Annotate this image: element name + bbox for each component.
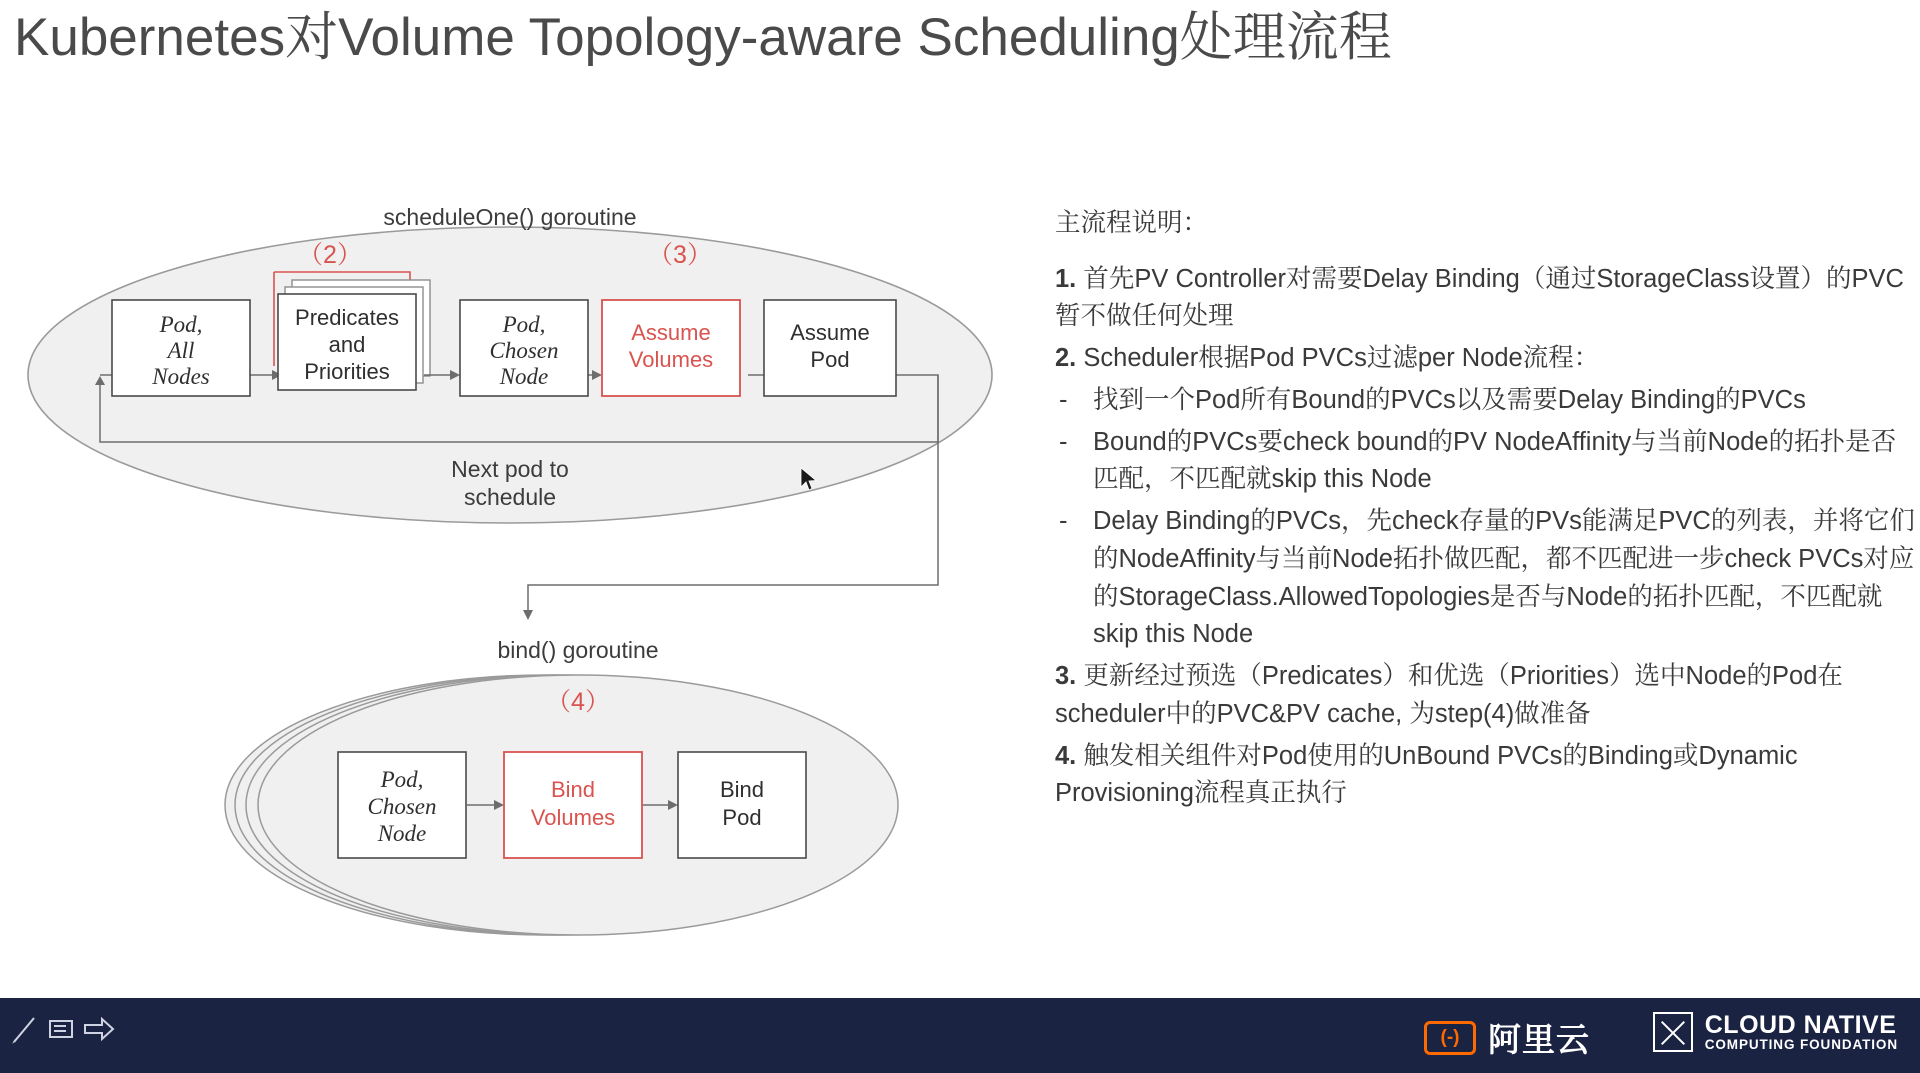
node-line: Volumes <box>628 347 714 372</box>
footer-bar <box>0 998 1920 1073</box>
bullet-dash: - <box>1059 507 1068 536</box>
explanation-item-4 <box>1055 738 1915 813</box>
node-line: Nodes <box>152 364 210 389</box>
cncf-line1: CLOUD NATIVE <box>1704 1011 1897 1039</box>
next-pod-label-line2: schedule <box>463 484 557 510</box>
node-line: Bind <box>719 777 765 802</box>
cncf-mark-icon <box>1653 1012 1693 1052</box>
alibaba-cloud-text: 阿里云 <box>1488 1021 1590 1058</box>
step-4-label: （4） <box>546 688 610 716</box>
cncf-logo <box>1653 1012 1898 1052</box>
node-line: Predicates <box>295 305 399 330</box>
explanation-item-3 <box>1055 658 1915 733</box>
item-number: 3. <box>1055 662 1077 691</box>
bullet-text: 找到一个Pod所有Bound的PVCs以及需要Delay Binding的PVCs <box>1093 385 1806 414</box>
cncf-text <box>1705 1012 1898 1052</box>
explanation-item-2 <box>1055 340 1915 378</box>
bind-goroutine-label: bind() goroutine <box>497 637 659 663</box>
node-line: Pod <box>722 805 762 830</box>
node-line: Bind <box>550 777 596 802</box>
node-line: Pod, <box>502 312 546 337</box>
node-line: Chosen <box>367 794 437 819</box>
node-pod-chosen-node <box>460 300 588 396</box>
node-bind-pod <box>678 752 806 858</box>
node-line: All <box>167 338 195 363</box>
item-text: 更新经过预选（Predicates）和优选（Priorities）选中Node的Pod在scheduler中的PVC&PV cache, 为step(4)做准备 <box>1055 662 1843 728</box>
explanation-bullet-3 <box>1055 503 1915 654</box>
schedule-to-bind-arrowhead <box>523 610 533 620</box>
node-pod-chosen-node-2 <box>338 752 466 858</box>
item-text: 首先PV Controller对需要Delay Binding（通过StorageClass设置）的PVC暂不做任何处理 <box>1055 264 1904 331</box>
node-line: Node <box>377 821 427 846</box>
note-icon[interactable] <box>46 1012 76 1046</box>
alibaba-cloud-logo <box>1424 1014 1590 1061</box>
schedule-one-label: scheduleOne() goroutine <box>383 204 637 230</box>
page-title: Kubernetes对Volume Topology-aware Scheduling处理流程 <box>14 8 1392 67</box>
alibaba-cloud-mark: (-) <box>1424 1021 1476 1055</box>
node-assume-volumes <box>602 300 740 396</box>
item-number: 2. <box>1055 344 1077 373</box>
flow-diagram <box>0 180 1040 980</box>
node-line: Assume <box>631 320 711 345</box>
item-text: 触发相关组件对Pod使用的UnBound PVCs的Binding或Dynamic Provisioning流程真正执行 <box>1055 741 1798 808</box>
item-text: Scheduler根据Pod PVCs过滤per Node流程： <box>1083 344 1600 373</box>
node-predicates-and-priorities <box>278 294 416 390</box>
node-line: Pod, <box>380 767 424 792</box>
node-line: Pod, <box>159 312 203 337</box>
item-number: 4. <box>1055 741 1077 770</box>
node-line: Pod <box>810 347 850 372</box>
pen-icon[interactable] <box>10 1012 40 1046</box>
explanation-heading: 主流程说明： <box>1055 209 1209 237</box>
node-line: Assume <box>790 320 870 345</box>
bullet-text: Bound的PVCs要check bound的PV NodeAffinity与当前Node的拓扑是否匹配，不匹配就skip this Node <box>1093 427 1897 494</box>
mouse-cursor <box>800 467 818 493</box>
explanation-item-1 <box>1055 261 1915 336</box>
step-2-label: （2） <box>298 241 362 269</box>
node-line: Priorities <box>304 359 390 384</box>
explanation-panel <box>1055 205 1915 817</box>
node-line: Chosen <box>489 338 559 363</box>
bullet-dash: - <box>1059 385 1068 414</box>
next-pod-label-line1: Next pod to <box>451 456 569 482</box>
cncf-line2: COMPUTING FOUNDATION <box>1704 1037 1898 1053</box>
step-3-label: （3） <box>648 241 712 269</box>
node-line: and <box>328 332 366 357</box>
explanation-bullet-1 <box>1055 382 1915 420</box>
node-bind-volumes <box>504 752 642 858</box>
explanation-bullet-2 <box>1055 424 1915 499</box>
node-line: Volumes <box>530 805 616 830</box>
node-line: Node <box>499 364 549 389</box>
arrow-icon[interactable] <box>82 1012 112 1046</box>
footer-tool-icons[interactable] <box>10 1012 112 1046</box>
item-number: 1. <box>1055 264 1077 293</box>
bullet-text: Delay Binding的PVCs，先check存量的PVs能满足PVC的列表，并将它们的NodeAffinity与当前Node拓扑做匹配，都不匹配进一步check PVCs对应的StorageClass.AllowedTopologies是否与Node的拓扑匹配，不匹配就skip this Node <box>1093 507 1915 649</box>
node-assume-pod <box>764 300 896 396</box>
diagram-canvas <box>0 180 1040 980</box>
bullet-dash: - <box>1059 427 1068 456</box>
node-pod-all-nodes <box>112 300 250 396</box>
